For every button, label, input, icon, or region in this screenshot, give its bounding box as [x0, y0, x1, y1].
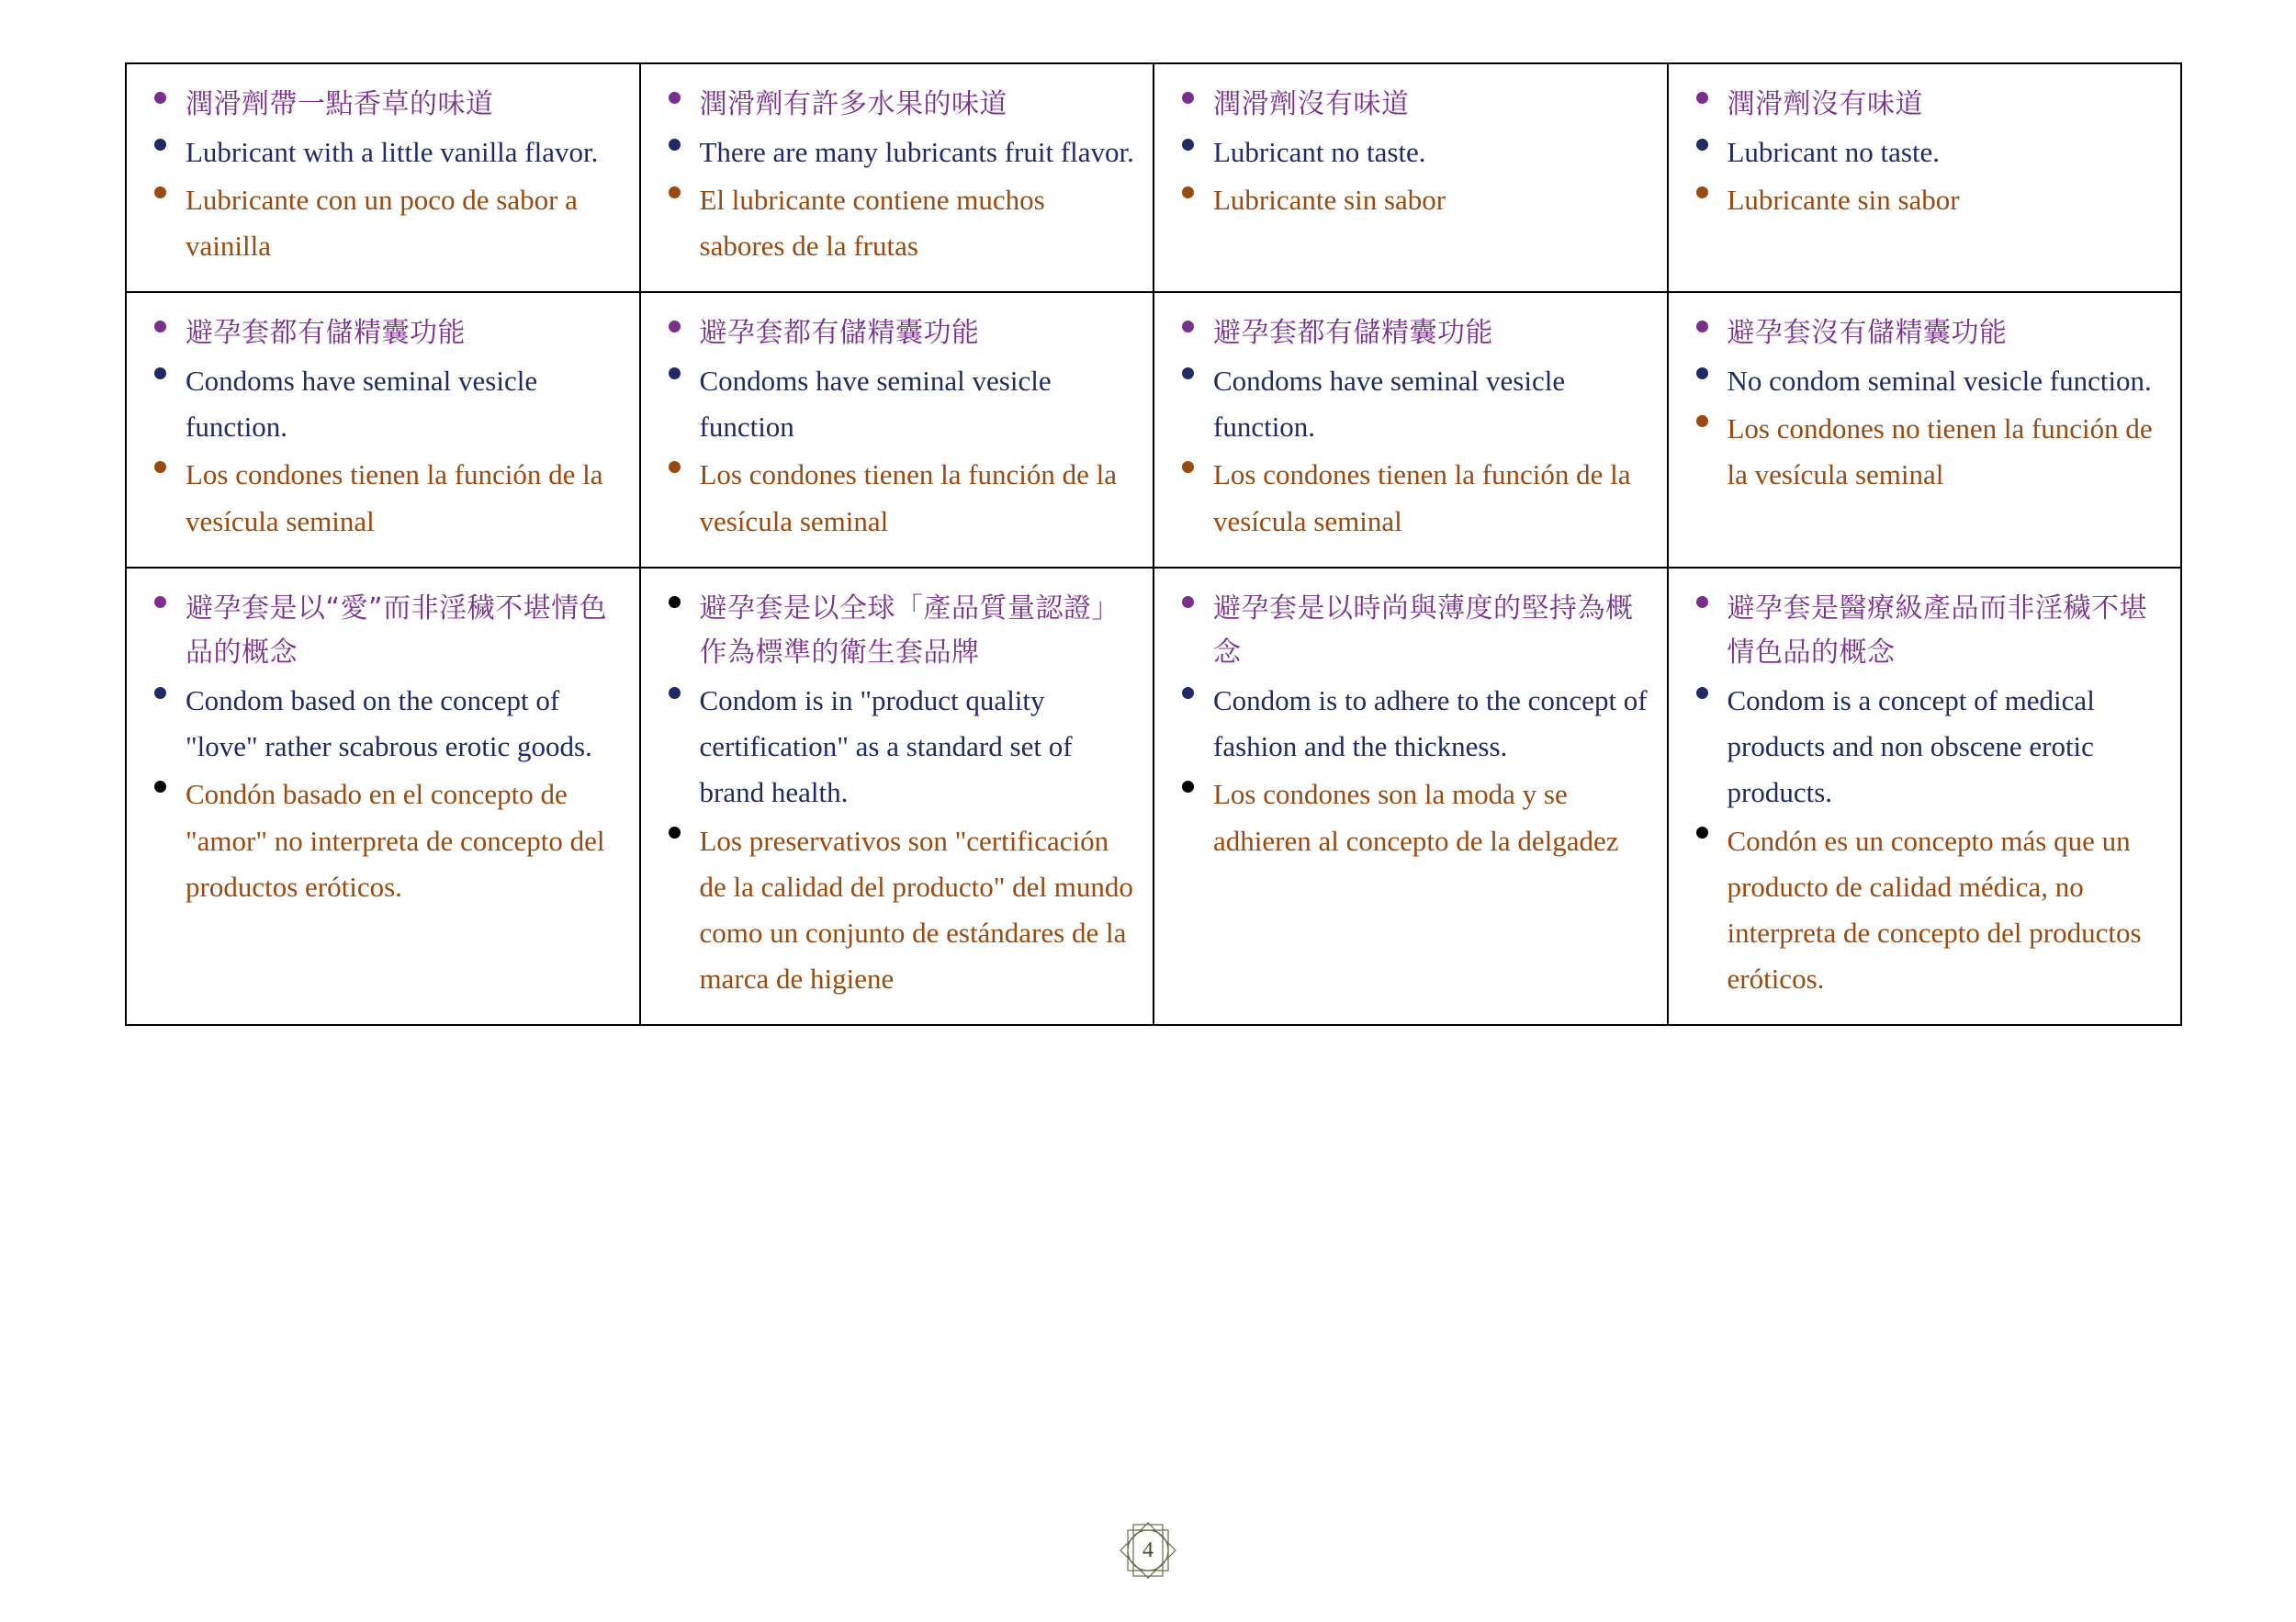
list-item [1171, 358, 1650, 450]
table-cell [1668, 568, 2182, 1026]
list-item [658, 452, 1137, 544]
text-chinese: 避孕套是醫療級產品而非淫穢不堪情色品的概念 [1727, 591, 2147, 670]
page-footer [0, 1519, 2296, 1582]
text-chinese: 避孕套是以時尚與薄度的堅持為概念 [1213, 591, 1634, 670]
list-item [143, 130, 623, 175]
list-item [1685, 818, 2165, 1003]
text-chinese: 潤滑劑有許多水果的味道 [699, 88, 1007, 120]
text-chinese: 避孕套都有儲精囊功能 [186, 317, 466, 350]
list-item [143, 587, 623, 676]
list-item [143, 311, 623, 356]
page-number-badge [1115, 1519, 1181, 1582]
bullet-icon [1182, 596, 1194, 608]
list-item [1685, 587, 2165, 676]
text-chinese: 潤滑劑沒有味道 [1213, 88, 1410, 120]
bullet-icon [1182, 367, 1194, 379]
bullet-icon [1182, 92, 1194, 104]
table-cell [126, 292, 640, 567]
list-item [658, 83, 1137, 128]
cell-list [658, 311, 1137, 544]
text-spanish: Los condones no tienen la función de la vesícula seminal [1727, 412, 2153, 491]
list-item [143, 678, 623, 770]
bullet-icon [1696, 367, 1708, 379]
text-english: Condoms have seminal vesicle function [699, 364, 1052, 444]
bullet-icon [154, 139, 166, 151]
bullet-icon [1696, 139, 1708, 151]
list-item [658, 678, 1137, 817]
list-item [1171, 311, 1650, 356]
list-item [658, 311, 1137, 356]
table-cell [126, 63, 640, 292]
bullet-icon [669, 827, 681, 839]
bullet-icon [669, 186, 681, 198]
bullet-icon [154, 321, 166, 332]
table-body [126, 63, 2181, 1025]
comparison-table [125, 62, 2182, 1026]
text-english: No condom seminal vesicle function. [1727, 364, 2152, 397]
list-item [143, 358, 623, 450]
list-item [658, 818, 1137, 1003]
list-item [1171, 772, 1650, 863]
bullet-icon [669, 92, 681, 104]
list-item [1171, 678, 1650, 770]
text-chinese: 避孕套都有儲精囊功能 [699, 317, 980, 350]
bullet-icon [154, 687, 166, 699]
list-item [1171, 177, 1650, 223]
text-english: Condoms have seminal vesicle function. [186, 364, 538, 444]
bullet-icon [669, 596, 681, 608]
list-item [143, 772, 623, 910]
table-row [126, 63, 2181, 292]
text-english: Lubricant no taste. [1213, 135, 1426, 168]
table-cell [1154, 63, 1668, 292]
bullet-icon [1696, 687, 1708, 699]
text-spanish: El lubricante contiene muchos sabores de la frutas [699, 183, 1045, 263]
text-spanish: Los condones tienen la función de la vesícula seminal [186, 458, 603, 537]
text-spanish: Condón es un concepto más que un producto de calidad médica, no interpreta de concepto del productos eróticos. [1727, 824, 2142, 996]
list-item [658, 177, 1137, 269]
table-cell [1154, 568, 1668, 1026]
text-chinese: 潤滑劑沒有味道 [1727, 88, 1923, 120]
cell-list [658, 83, 1137, 269]
bullet-icon [1182, 139, 1194, 151]
text-english: Lubricant no taste. [1727, 135, 1941, 168]
bullet-icon [669, 367, 681, 379]
text-spanish: Los condones tienen la función de la vesícula seminal [699, 458, 1118, 537]
text-english: Condom is a concept of medical products and non obscene erotic products. [1727, 683, 2095, 809]
list-item [1685, 678, 2165, 817]
bullet-icon [1696, 321, 1708, 332]
list-item [1685, 130, 2165, 175]
page-number: 4 [1142, 1538, 1154, 1562]
list-item [658, 587, 1137, 676]
text-chinese: 避孕套都有儲精囊功能 [1213, 317, 1493, 350]
text-english: Condom is in "product quality certification" as a standard set of brand health. [699, 683, 1073, 809]
text-spanish: Lubricante sin sabor [1213, 183, 1446, 216]
cell-list [143, 311, 623, 544]
cell-list [1685, 311, 2165, 498]
table-row [126, 292, 2181, 567]
table-cell [640, 63, 1154, 292]
table-cell [640, 292, 1154, 567]
cell-list [1685, 587, 2165, 1003]
text-spanish: Los preservativos son "certificación de la calidad del producto" del mundo como un conjunto de estándares de la marca de higiene [699, 824, 1133, 996]
text-chinese: 避孕套沒有儲精囊功能 [1727, 317, 2008, 350]
cell-list [1171, 311, 1650, 544]
bullet-icon [154, 367, 166, 379]
list-item [143, 177, 623, 269]
list-item [1171, 452, 1650, 544]
bullet-icon [669, 139, 681, 151]
text-spanish: Los condones tienen la función de la vesícula seminal [1213, 458, 1631, 537]
list-item [658, 130, 1137, 175]
bullet-icon [154, 92, 166, 104]
list-item [1685, 406, 2165, 498]
table-cell [126, 568, 640, 1026]
cell-list [1171, 587, 1650, 864]
text-spanish: Los condones son la moda y se adhieren al concepto de la delgadez [1213, 778, 1619, 857]
list-item [1171, 83, 1650, 128]
list-item [1685, 358, 2165, 404]
text-english: Lubricant with a little vanilla flavor. [186, 135, 599, 168]
cell-list [143, 587, 623, 910]
bullet-icon [669, 321, 681, 332]
list-item [1171, 587, 1650, 676]
bullet-icon [1696, 186, 1708, 198]
bullet-icon [1696, 92, 1708, 104]
table-cell [1154, 292, 1668, 567]
table-cell [1668, 292, 2182, 567]
bullet-icon [1182, 687, 1194, 699]
table-cell [1668, 63, 2182, 292]
text-spanish: Lubricante con un poco de sabor a vainilla [186, 183, 578, 263]
table-cell [640, 568, 1154, 1026]
bullet-icon [1182, 781, 1194, 793]
text-spanish: Condón basado en el concepto de "amor" no interpreta de concepto del productos eróticos. [186, 778, 605, 903]
bullet-icon [1182, 186, 1194, 198]
text-spanish: Lubricante sin sabor [1727, 183, 1960, 216]
list-item [1685, 177, 2165, 223]
text-chinese: 避孕套是以“愛”而非淫穢不堪情色品的概念 [186, 591, 608, 670]
bullet-icon [1696, 596, 1708, 608]
list-item [1685, 311, 2165, 356]
bullet-icon [1182, 461, 1194, 473]
text-english: Condoms have seminal vesicle function. [1213, 364, 1566, 444]
bullet-icon [669, 687, 681, 699]
list-item [1171, 130, 1650, 175]
bullet-icon [154, 781, 166, 793]
text-chinese: 避孕套是以全球「產品質量認證」作為標準的衛生套品牌 [699, 591, 1120, 670]
bullet-icon [1696, 827, 1708, 839]
cell-list [658, 587, 1137, 1003]
bullet-icon [154, 596, 166, 608]
list-item [1685, 83, 2165, 128]
list-item [143, 452, 623, 544]
bullet-icon [1696, 415, 1708, 427]
table-row [126, 568, 2181, 1026]
text-english: Condom based on the concept of "love" rather scabrous erotic goods. [186, 683, 592, 763]
cell-list [1685, 83, 2165, 223]
bullet-icon [669, 461, 681, 473]
text-chinese: 潤滑劑帶一點香草的味道 [186, 88, 494, 120]
text-english: Condom is to adhere to the concept of fashion and the thickness. [1213, 683, 1648, 763]
cell-list [1171, 83, 1650, 223]
list-item [658, 358, 1137, 450]
text-english: There are many lubricants fruit flavor. [699, 135, 1134, 168]
cell-list [143, 83, 623, 269]
bullet-icon [154, 461, 166, 473]
bullet-icon [1182, 321, 1194, 332]
bullet-icon [154, 186, 166, 198]
list-item [143, 83, 623, 128]
